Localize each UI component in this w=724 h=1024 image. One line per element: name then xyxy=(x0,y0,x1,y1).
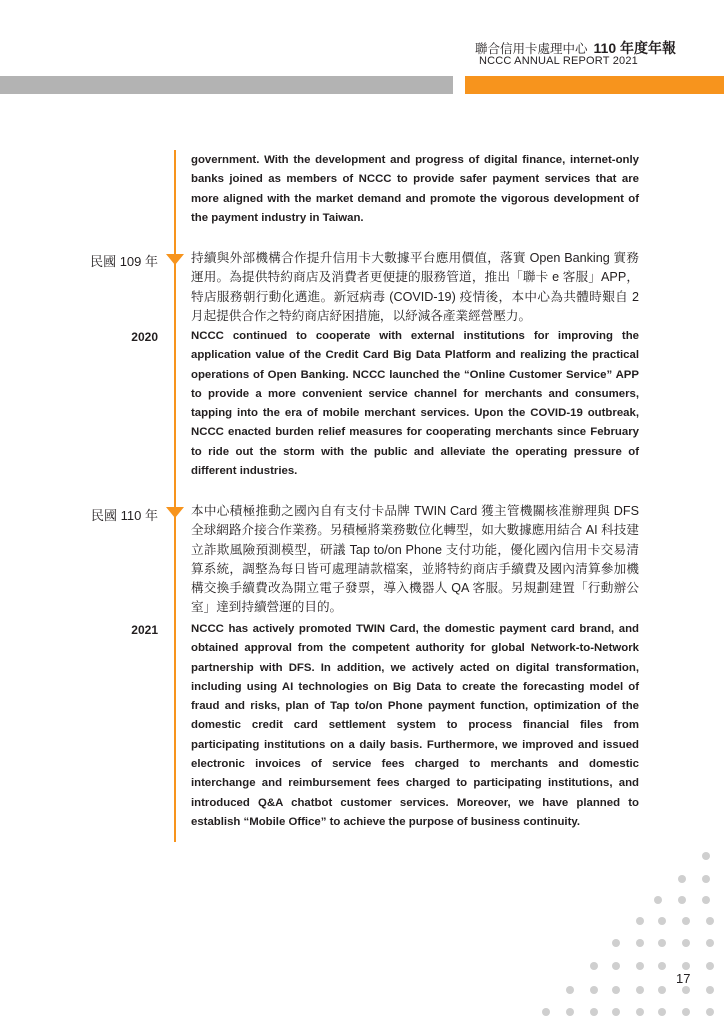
timeline-marker-icon xyxy=(166,507,184,518)
decorative-dot xyxy=(590,962,598,970)
decorative-dot xyxy=(590,986,598,994)
decorative-dot xyxy=(636,986,644,994)
header-gray-bar xyxy=(0,76,453,94)
year-label-zh-109: 民國 109 年 xyxy=(90,254,158,269)
decorative-dot xyxy=(658,962,666,970)
decorative-dot xyxy=(682,1008,690,1016)
decorative-dot xyxy=(706,1008,714,1016)
decorative-dot xyxy=(542,1008,550,1016)
decorative-dot xyxy=(702,875,710,883)
decorative-dot xyxy=(706,986,714,994)
decorative-dot xyxy=(682,917,690,925)
decorative-dot xyxy=(682,986,690,994)
header-orange-bar xyxy=(465,76,724,94)
decorative-dot xyxy=(702,896,710,904)
decorative-dot xyxy=(678,875,686,883)
decorative-dot xyxy=(612,939,620,947)
decorative-dot xyxy=(566,1008,574,1016)
year-label-zh-110: 民國 110 年 xyxy=(91,508,158,523)
decorative-dot xyxy=(612,1008,620,1016)
page-number: 17 xyxy=(676,971,691,986)
intro-paragraph-en: government. With the development and progress of digital finance, internet-only banks joined as members of NCCC to provide safer payment services that are more aligned with the market demand and promote the vigorous development of the payment industry in Taiwan. xyxy=(191,154,639,224)
decorative-dot xyxy=(612,986,620,994)
entry-2020-text-zh: 持續與外部機構合作提升信用卡大數據平台應用價值，落實 Open Banking 實務運用。為提供特約商店及消費者更便捷的服務管道，推出「聯卡 e 客服」APP，特店服務朝行動化邁進。新冠病毒 (COVID-19) 疫情後，本中心為共體時艱自 2 月起提供合作之特約商店紓困措施，以紓減各產業經營壓力。 xyxy=(191,251,639,323)
entry-2021-text-zh: 本中心積極推動之國內自有支付卡品牌 TWIN Card 獲主管機關核准辦理與 DFS 全球網路介接合作業務。另積極將業務數位化轉型，如大數據應用結合 AI 科技建立詐欺風險預測模型，研議 Tap to/on Phone 支付功能，優化國內信用卡交易清算系統，調整為每日皆可處理請款檔案，並將特約商店手續費及國內清算參加機構交換手續費改為開立電子發票，導入機器人 QA 客服。另規劃建置「行動辦公室」達到持續營運的目的。 xyxy=(191,504,639,615)
entry-2021-text-en: NCCC has actively promoted TWIN Card, the domestic payment card brand, and obtained approval from the competent authority for global Network-to-Network partnership with DFS. In addition, we actively acted on digital transformation, including using AI technologies on Big Data to create the forecasting model of fraud and risks, plan of Tap to/on Phone payment function, optimization of the domestic credit card settlement system to process financial files from participating institutions on a daily basis. Furthermore, we improved and issued electronic invoices of service fees charged to merchants and domestic interchange and reimbursement fees charged to participating institutions, and introduced Q&A chatbot customer services. Moreover, we have planned to establish “Mobile Office” to achieve the purpose of business continuity. xyxy=(191,623,639,828)
report-title-en: NCCC ANNUAL REPORT 2021 xyxy=(478,55,638,67)
decorative-dot xyxy=(658,917,666,925)
decorative-dot xyxy=(702,852,710,860)
decorative-dot xyxy=(658,1008,666,1016)
decorative-dot xyxy=(636,939,644,947)
decorative-dot xyxy=(678,896,686,904)
year-label-2020: 2020 xyxy=(131,330,158,344)
decorative-dot xyxy=(706,917,714,925)
decorative-dot xyxy=(636,917,644,925)
decorative-dot xyxy=(682,939,690,947)
decorative-dot xyxy=(706,962,714,970)
decorative-dot xyxy=(636,962,644,970)
decorative-dot xyxy=(658,939,666,947)
org-name-zh: 聯合信用卡處理中心 xyxy=(475,42,588,56)
decorative-dot xyxy=(636,1008,644,1016)
decorative-dot xyxy=(658,986,666,994)
decorative-dot xyxy=(706,939,714,947)
entry-2020-text-en: NCCC continued to cooperate with external institutions for improving the application value of the Credit Card Big Data Platform and realizing the practical operations of Open Banking. NCCC launched the “Online Customer Service” APP to provide a more convenient service channel for merchants and consumers, tapping into the era of mobile merchant services. Upon the COVID-19 outbreak, NCCC enacted burden relief measures for cooperating merchants since February to ride out the storm with the public and alleviate the operating pressure of different industries. xyxy=(191,330,639,478)
decorative-dot xyxy=(612,962,620,970)
year-label-2021: 2021 xyxy=(131,623,158,637)
decorative-dot xyxy=(682,962,690,970)
decorative-dot xyxy=(590,1008,598,1016)
decorative-dot xyxy=(566,986,574,994)
report-title-zh: 110 年度年報 xyxy=(593,40,676,56)
timeline-marker-icon xyxy=(166,254,184,265)
decorative-dot xyxy=(654,896,662,904)
